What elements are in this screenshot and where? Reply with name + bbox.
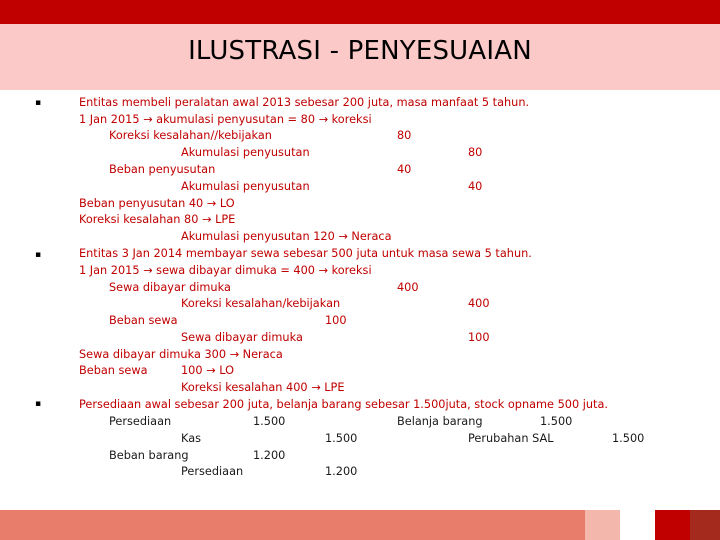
text-line: Entitas 3 Jan 2014 membayar sewa sebesar 500 juta untuk masa sewa 5 tahun. (79, 247, 532, 260)
text-line: 1.500 (253, 415, 286, 428)
text-line: 1 Jan 2015 → sewa dibayar dimuka = 400 → koreksi (79, 264, 372, 277)
text-line: 80 (468, 146, 483, 159)
text-line: Koreksi kesalahan 80 → LPE (79, 213, 236, 226)
footer-strip-5 (690, 510, 720, 540)
text-line: Belanja barang (397, 415, 483, 428)
text-line: Perubahan SAL (468, 432, 554, 445)
text-line: Beban sewa (109, 314, 178, 327)
text-line: Koreksi kesalahan//kebijakan (109, 129, 272, 142)
text-line: Sewa dibayar dimuka 300 → Neraca (79, 348, 283, 361)
text-line: Beban penyusutan 40 → LO (79, 197, 235, 210)
text-line: Persediaan awal sebesar 200 juta, belanja barang sebesar 1.500juta, stock opname 500 juta. (79, 398, 608, 411)
footer-strip-2 (585, 510, 620, 540)
text-line: Akumulasi penyusutan 120 → Neraca (181, 230, 392, 243)
text-line: Akumulasi penyusutan (181, 146, 310, 159)
text-line: 1.200 (253, 449, 286, 462)
text-line (79, 362, 148, 379)
text-line: Sewa dibayar dimuka (109, 281, 231, 294)
text-line: Akumulasi penyusutan (181, 180, 310, 193)
text-line: 80 (397, 129, 412, 142)
text-line: 1.500 (325, 432, 358, 445)
footer-strip-1 (0, 510, 585, 540)
text-line: 1 Jan 2015 → akumulasi penyusutan = 80 → koreksi (79, 113, 372, 126)
text-line: 1.500 (540, 415, 573, 428)
text-line: 400 (397, 281, 419, 294)
text-line: 100 (468, 331, 490, 344)
text-line: 100 (325, 314, 347, 327)
text-line (181, 362, 234, 379)
top-accent-bar (0, 0, 720, 24)
text-line: Beban barang (109, 449, 189, 462)
text-line: 1.500 (612, 432, 645, 445)
text-line: Entitas membeli peralatan awal 2013 sebesar 200 juta, masa manfaat 5 tahun. (79, 96, 530, 109)
text-line: Kas (181, 432, 202, 445)
bullet-2: ▪ (35, 250, 42, 260)
text-line: 40 (468, 180, 483, 193)
footer-strip-3 (620, 510, 655, 540)
text-span: Beban sewa (79, 364, 148, 377)
slide-title: ILUSTRASI - PENYESUAIAN (188, 36, 532, 66)
text-line: Koreksi kesalahan/kebijakan (181, 297, 341, 310)
text-line: 400 (468, 297, 490, 310)
text-line: Sewa dibayar dimuka (181, 331, 303, 344)
bullet-1: ▪ (35, 98, 42, 108)
text-span: 100 → LO (181, 364, 234, 377)
text-line: Beban penyusutan (109, 163, 216, 176)
text-line: Persediaan (181, 465, 244, 478)
bullet-3: ▪ (35, 399, 42, 409)
text-line: Koreksi kesalahan 400 → LPE (181, 381, 345, 394)
footer-strip-4 (655, 510, 690, 540)
text-line: Persediaan (109, 415, 172, 428)
text-line: 40 (397, 163, 412, 176)
text-line: 1.200 (325, 465, 358, 478)
